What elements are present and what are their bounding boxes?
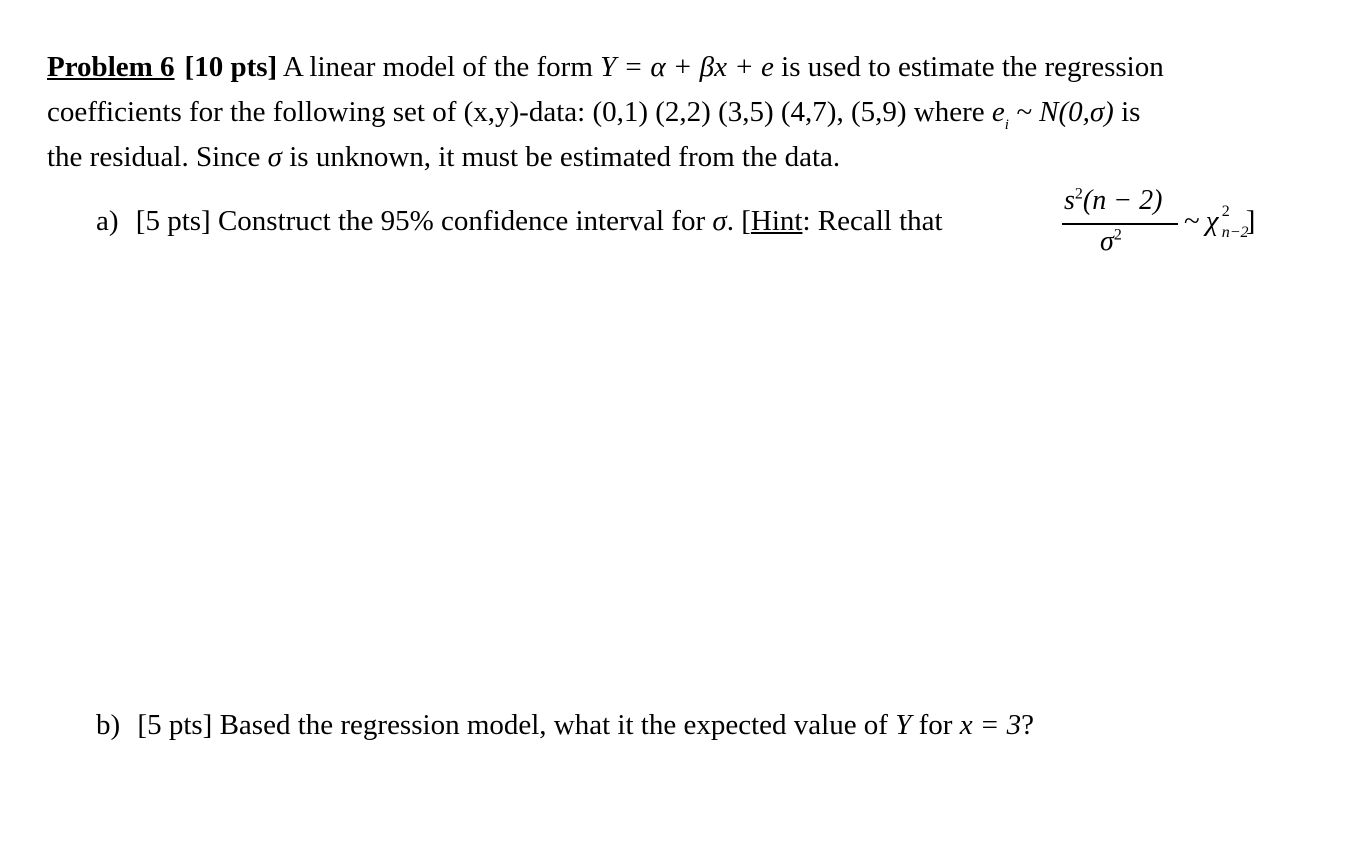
is-text: is <box>1121 96 1141 128</box>
model-equation: Y = α + βx + e <box>600 51 774 83</box>
part-a-label: a) <box>96 205 119 237</box>
part-b-label: b) <box>96 709 121 741</box>
fraction-num-rest: (n − 2) <box>1082 185 1163 216</box>
residual-index: i <box>1004 117 1009 133</box>
unknown-text: is unknown, it must be estimated from the data. <box>289 141 841 173</box>
intro-text-cont: is used to estimate the regression <box>781 51 1164 83</box>
part-a-text: [5 pts] Construct the 95% confidence interval for <box>135 205 706 237</box>
part-b-question <box>96 708 1034 742</box>
problem-line-3 <box>47 140 840 174</box>
residual-symbol: e <box>991 96 1005 128</box>
part-b-equation: x = 3 <box>959 709 1022 741</box>
tilde-symbol: ~ <box>1184 205 1200 237</box>
fraction-sigma-exponent: 2 <box>1113 226 1122 244</box>
part-b-question-mark: ? <box>1021 709 1035 741</box>
problem-points: [10 pts] <box>184 51 278 83</box>
hint-word: Hint <box>750 205 803 237</box>
part-b-Y: Y <box>895 709 912 741</box>
data-points-text: coefficients for the following set of (x,y)-data: (0,1) (2,2) (3,5) (4,7), (5,9) where <box>47 96 985 128</box>
part-b-text: [5 pts] Based the regression model, what it the expected value of <box>137 709 888 741</box>
hint-close-bracket: ] <box>1245 205 1256 237</box>
chi-symbol: χ <box>1205 205 1219 237</box>
sigma-symbol: σ <box>267 141 282 173</box>
hint-fraction <box>1062 182 1180 262</box>
part-a-dot: . <box>726 205 734 237</box>
hint-text: : Recall that <box>802 205 943 237</box>
part-b-for: for <box>918 709 953 741</box>
part-a-sigma: σ <box>712 205 727 237</box>
fraction-s-exponent: 2 <box>1074 185 1083 203</box>
part-a-question <box>96 204 943 238</box>
problem-line-1 <box>47 50 1164 84</box>
residual-text: the residual. Since <box>47 141 261 173</box>
chi-dof: n−2 <box>1221 224 1249 241</box>
residual-distribution: ~ N(0,σ) <box>1016 96 1114 128</box>
chi-square-expression <box>1184 203 1256 241</box>
chi-square <box>1205 203 1249 241</box>
chi-exponent: 2 <box>1221 203 1230 220</box>
fraction-bar <box>1062 223 1178 225</box>
hint-open-bracket: [ <box>741 205 751 237</box>
problem-heading: Problem 6 <box>47 51 175 83</box>
fraction-s: s <box>1064 185 1075 216</box>
fraction-numerator <box>1064 185 1162 217</box>
intro-text: A linear model of the form <box>282 51 593 83</box>
fraction-sigma: σ <box>1100 226 1114 257</box>
fraction-denominator <box>1100 226 1122 258</box>
problem-line-2 <box>47 95 1140 134</box>
